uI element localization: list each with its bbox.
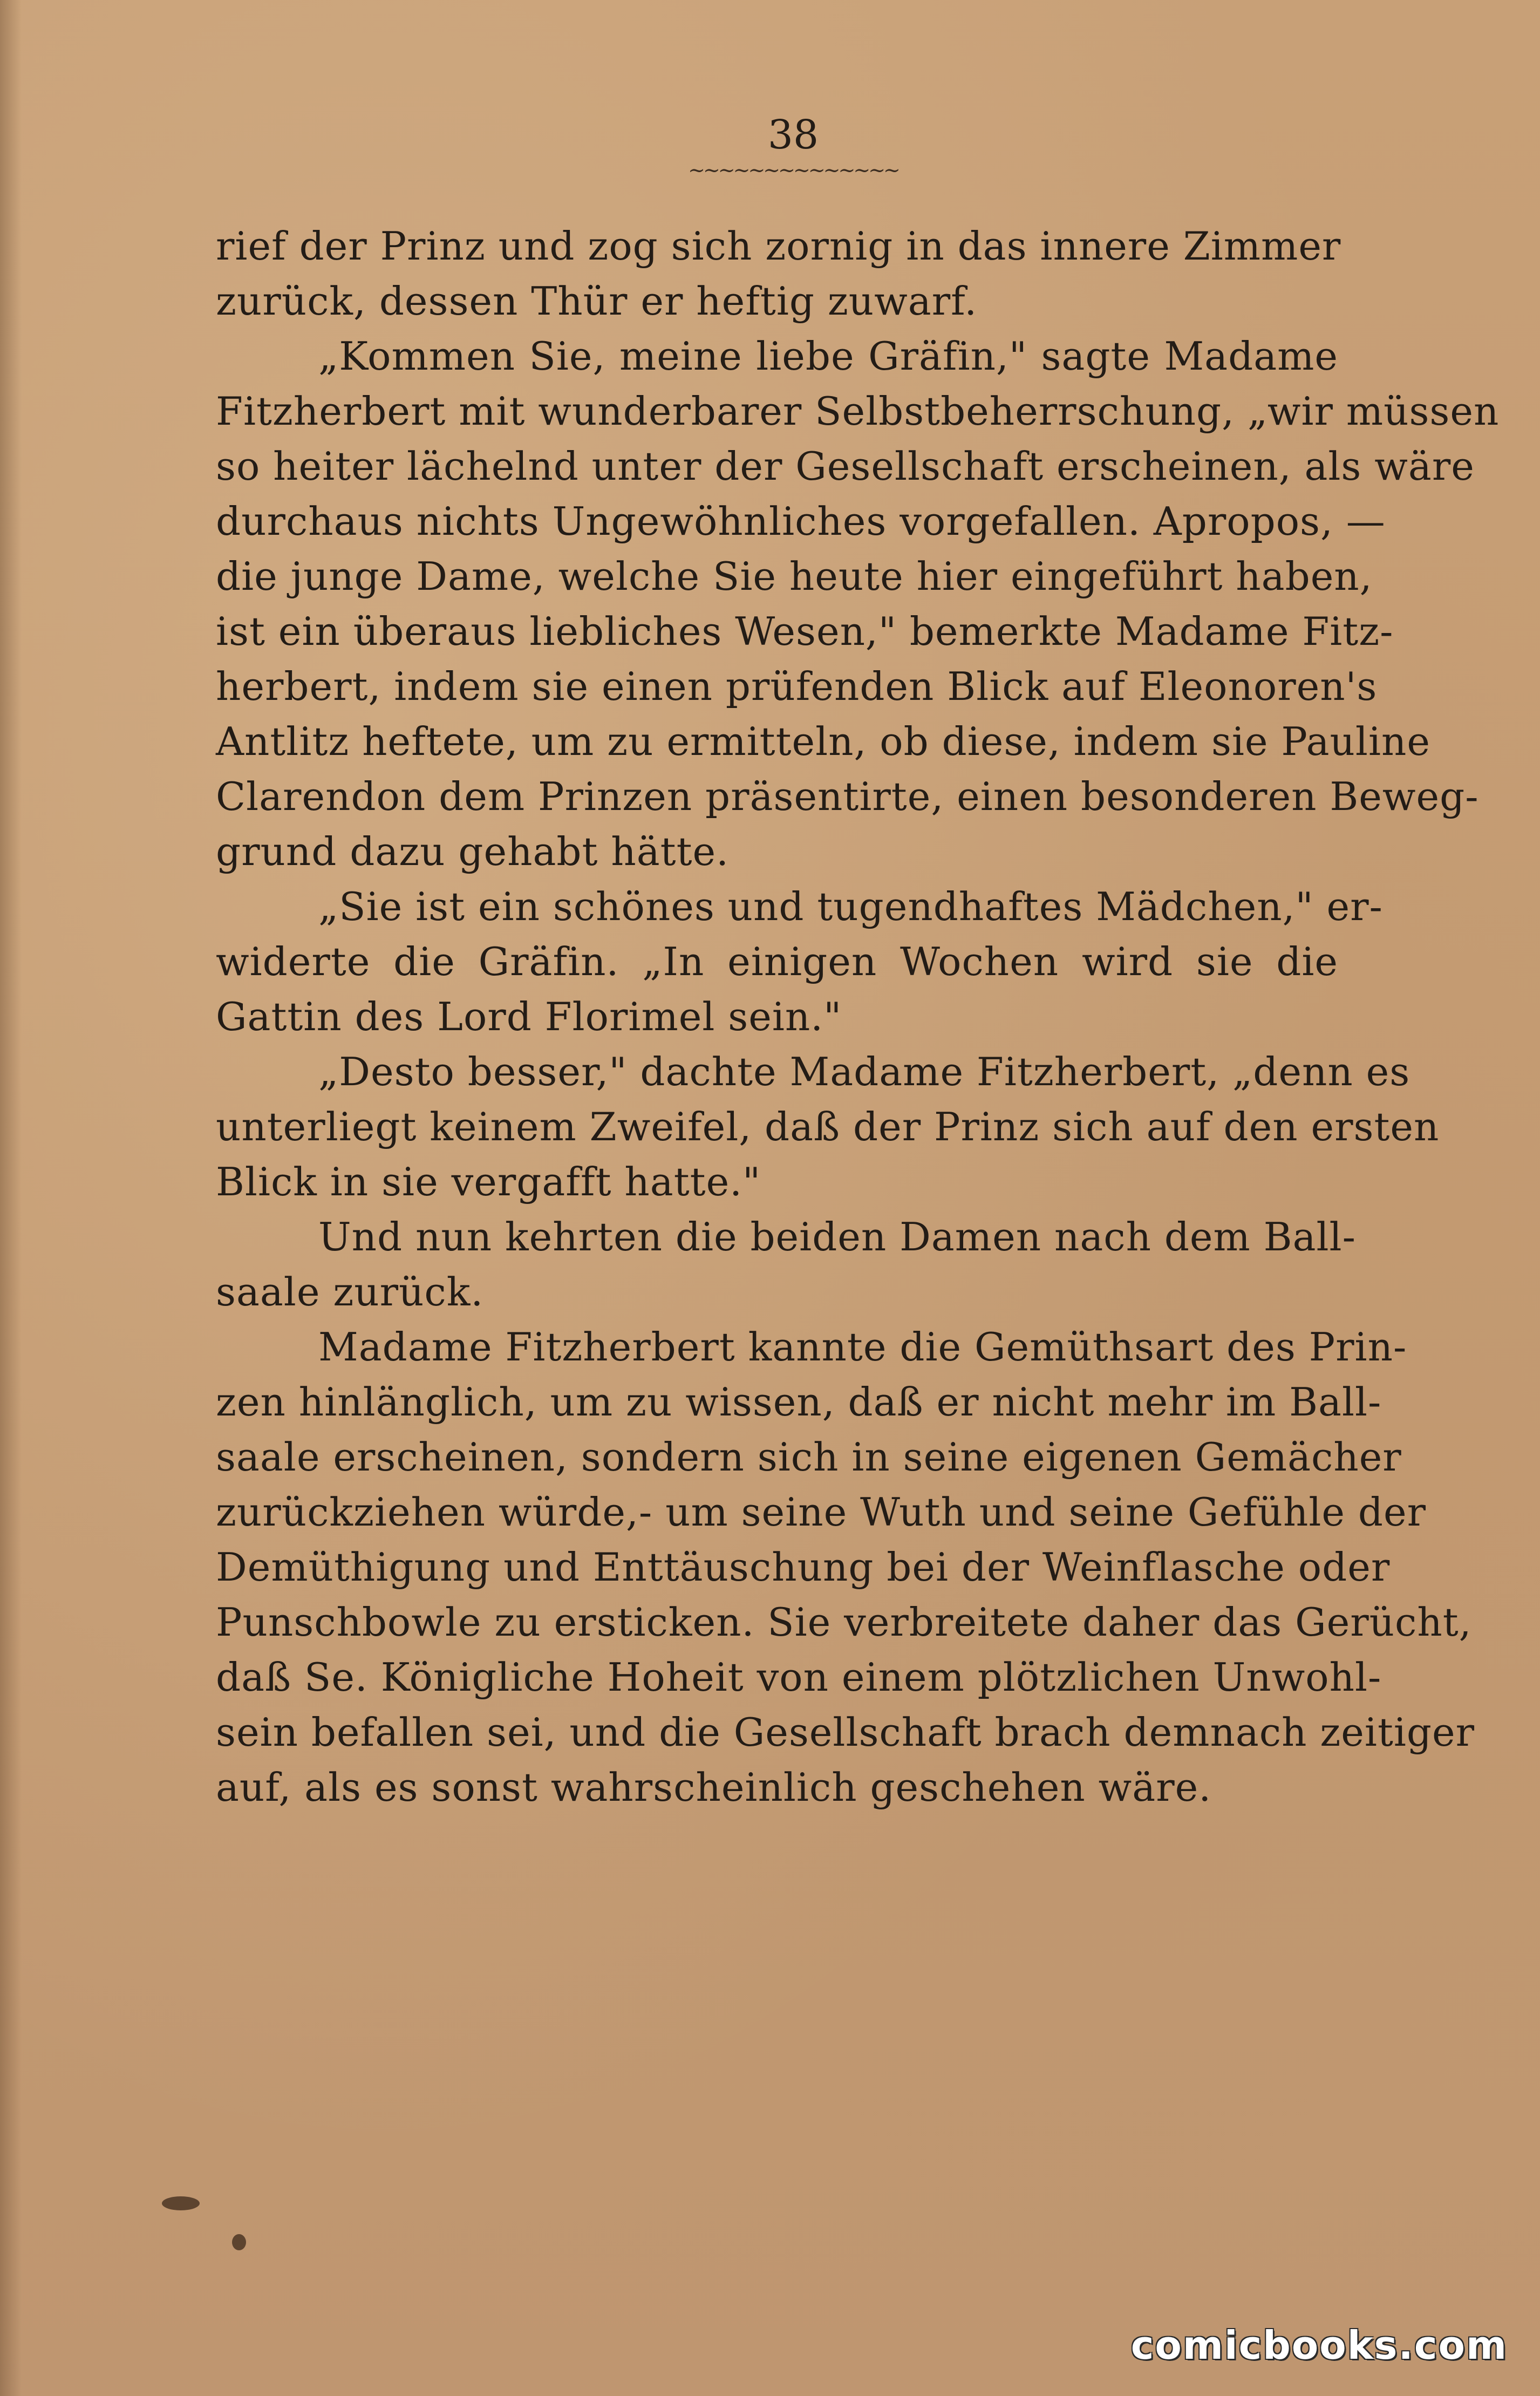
body-text — [216, 219, 1500, 1815]
text-line: zen hinlänglich, um zu wissen, daß er nicht mehr im Ball- — [216, 1379, 1382, 1425]
text-line: ist ein überaus liebliches Wesen," bemerkte Madame Fitz- — [216, 609, 1394, 654]
text-line: Clarendon dem Prinzen präsentirte, einen besonderen Beweg- — [216, 774, 1479, 819]
text-line: „Desto besser," dachte Madame Fitzherbert, „denn es — [318, 1049, 1410, 1094]
page-edge-shadow — [0, 0, 22, 2396]
text-line: herbert, indem sie einen prüfenden Blick auf Eleonoren's — [216, 664, 1378, 709]
text-line: grund dazu gehabt hätte. — [216, 829, 729, 874]
text-line: Demüthigung und Enttäuschung bei der Weinflasche oder — [216, 1544, 1391, 1590]
text-line: „Sie ist ein schönes und tugendhaftes Mädchen," er- — [318, 884, 1383, 929]
page-number-ornament: ~~~~~~~~~~~~~~ — [688, 158, 898, 182]
text-line: auf, als es sonst wahrscheinlich geschehen wäre. — [216, 1765, 1212, 1810]
text-line: zurück, dessen Thür er heftig zuwarf. — [216, 278, 978, 324]
text-line: so heiter lächelnd unter der Gesellschaft erscheinen, als wäre — [216, 444, 1475, 489]
text-line: Punschbowle zu ersticken. Sie verbreitete daher das Gerücht, — [216, 1599, 1472, 1645]
text-line: die junge Dame, welche Sie heute hier eingeführt haben, — [216, 554, 1373, 599]
text-line: „Kommen Sie, meine liebe Gräfin," sagte Madame — [318, 333, 1338, 379]
text-line: rief der Prinz und zog sich zornig in das innere Zimmer — [216, 223, 1341, 269]
watermark: comicbooks.com — [1130, 2323, 1508, 2368]
text-line: daß Se. Königliche Hoheit von einem plötzlichen Unwohl- — [216, 1655, 1382, 1700]
ink-stain — [232, 2234, 246, 2250]
text-line: sein befallen sei, und die Gesellschaft brach demnach zeitiger — [216, 1710, 1475, 1755]
text-line: unterliegt keinem Zweifel, daß der Prinz sich auf den ersten — [216, 1104, 1440, 1149]
text-line: Gattin des Lord Florimel sein." — [216, 994, 842, 1039]
text-line: saale erscheinen, sondern sich in seine eigenen Gemächer — [216, 1434, 1402, 1480]
text-line: Antlitz heftete, um zu ermitteln, ob diese, indem sie Pauline — [216, 719, 1430, 764]
ink-stain — [162, 2196, 200, 2210]
text-line: Und nun kehrten die beiden Damen nach dem Ball- — [318, 1214, 1356, 1260]
text-line: saale zurück. — [216, 1269, 484, 1315]
text-line: Madame Fitzherbert kannte die Gemüthsart des Prin- — [318, 1324, 1407, 1370]
text-line: Fitzherbert mit wunderbarer Selbstbeherrschung, „wir müssen — [216, 389, 1500, 434]
page-number: 38 — [767, 112, 819, 158]
text-line: durchaus nichts Ungewöhnliches vorgefallen. Apropos, — — [216, 499, 1386, 544]
text-line: widerte die Gräfin. „In einigen Wochen wird sie die — [216, 939, 1338, 984]
text-line: zurückziehen würde,- um seine Wuth und seine Gefühle der — [216, 1489, 1427, 1535]
text-line: Blick in sie vergafft hatte." — [216, 1159, 761, 1204]
